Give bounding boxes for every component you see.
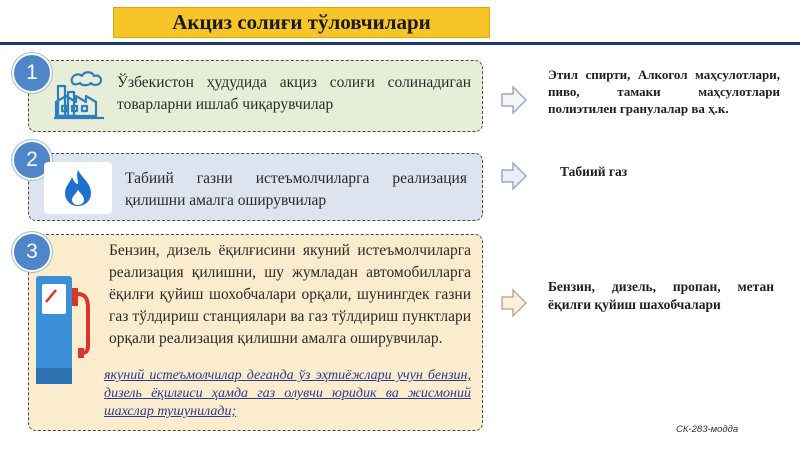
- page-title-text: Акциз солиғи тўловчилари: [172, 10, 431, 34]
- legal-reference: СК-283-модда: [676, 424, 739, 435]
- item-number-1: [12, 53, 52, 93]
- gas-flame-icon: [44, 162, 112, 214]
- result-2-text: Табиий газ: [560, 164, 628, 179]
- payer-3-note: якуний истеъмолчилар деганда ўз эҳтиёжлари учун бензин, дизель ёқилғиси ҳамда газ олувчи юридик ва жисмоний шахслар тушунилади;: [104, 368, 471, 419]
- payer-3-text: Бензин, дизель ёқилғисини якуний истеъмолчиларга реализация қилишни, шу жумладан автомобилларга ёқилғи қуйиш шохобчалари орқали, шунингдек газни газ тўлдириш станциялари ва газ тўлдириш пунктлари орқали реализация қилишни амалга оширувчилар.: [109, 242, 471, 347]
- item-number-1-text: 1: [26, 61, 38, 84]
- payer-2-text: Табиий газни истеъмолчиларга реализация қилишни амалга оширувчилар: [125, 170, 467, 209]
- factory-icon: [52, 68, 110, 124]
- result-1-text: Этил спирти, Алкогол маҳсулотлари, пиво, тамаки маҳсулотлари полиэтилен гранулалар ва ҳ.к.: [548, 67, 780, 116]
- payer-1-text: Ўзбекистон ҳудудида акциз солиғи солинадиган товарларни ишлаб чиқарувчилар: [117, 74, 471, 113]
- item-number-3: [12, 232, 52, 272]
- arrow-right-icon: [500, 288, 528, 318]
- result-3-text: Бензин, дизель, пропан, метан ёқилғи қуйиш шахобчалари: [548, 279, 774, 312]
- item-number-2-text: 2: [26, 148, 38, 171]
- item-number-3-text: 3: [26, 240, 38, 263]
- arrow-right-icon: [500, 161, 528, 191]
- arrow-right-icon: [500, 85, 528, 115]
- page-title: [113, 7, 490, 38]
- title-divider: [0, 42, 800, 45]
- fuel-pump-icon: [34, 272, 92, 390]
